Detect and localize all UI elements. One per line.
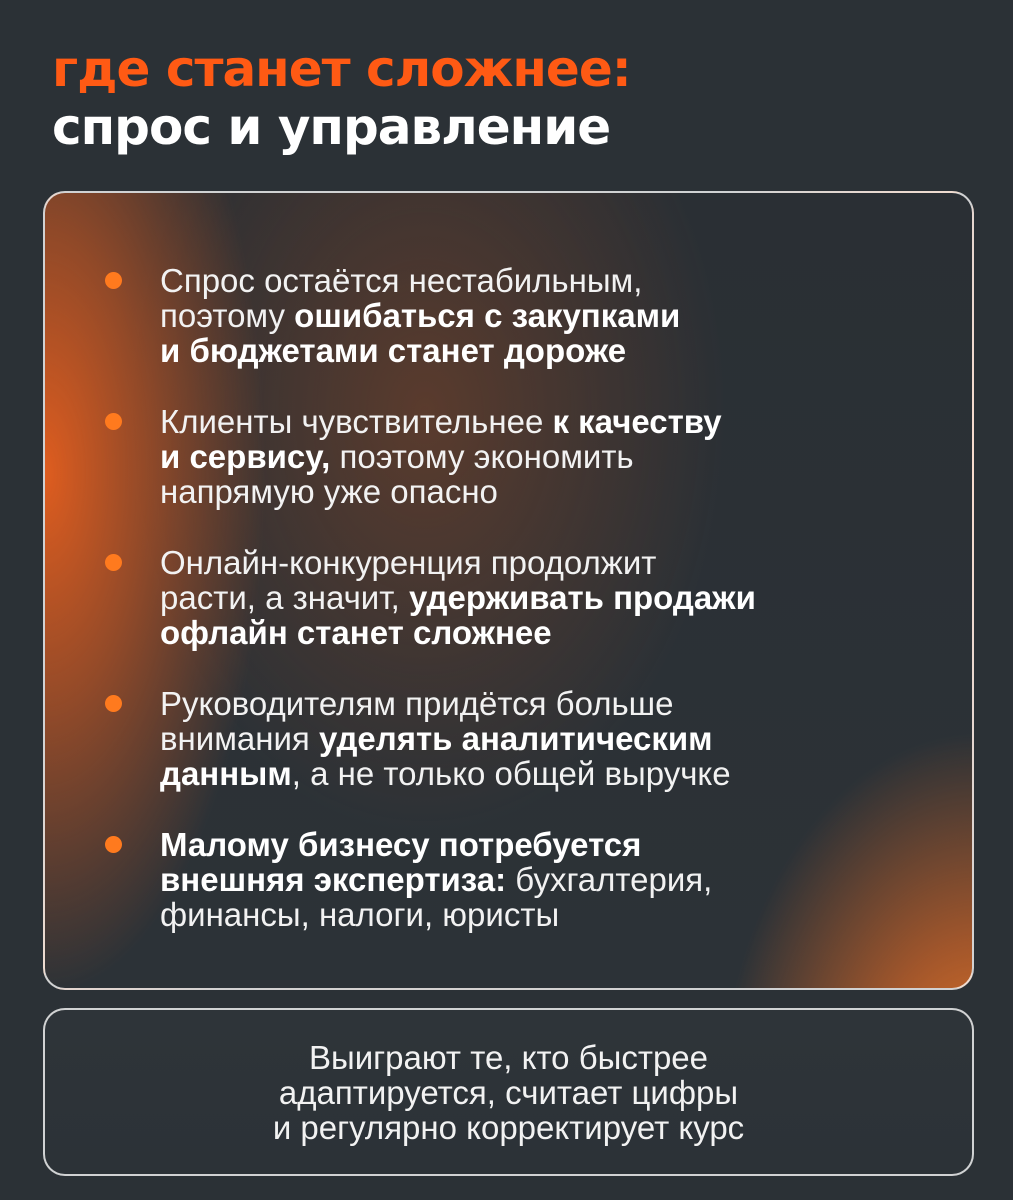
- list-item-line: [160, 580, 880, 615]
- body-text: Спрос остаётся нестабильным,: [160, 262, 643, 299]
- list-item-line: [160, 615, 880, 650]
- emphasis-text: удерживать продажи: [409, 579, 756, 616]
- bullet-dot-icon: [105, 413, 122, 430]
- body-text: внимания: [160, 720, 319, 757]
- list-item-line: [160, 862, 880, 897]
- bullet-dot-icon: [105, 272, 122, 289]
- body-text: расти, а значит,: [160, 579, 410, 616]
- list-item: [160, 686, 880, 791]
- body-text: финансы, налоги, юристы: [160, 896, 560, 933]
- conclusion-line: и регулярно корректирует курс: [272, 1108, 745, 1146]
- list-item: [160, 263, 880, 368]
- bullet-list: [45, 193, 972, 988]
- bullet-dot-icon: [105, 554, 122, 571]
- conclusion-line: адаптируется, считает цифры: [278, 1073, 739, 1111]
- list-item-line: [160, 298, 880, 333]
- list-item-line: [160, 721, 880, 756]
- bullet-dot-icon: [105, 836, 122, 853]
- list-item-line: [160, 756, 880, 791]
- body-text: Клиенты чувствительнее: [160, 403, 553, 440]
- list-item-line: [160, 545, 880, 580]
- list-item-line: [160, 474, 880, 509]
- bullet-dot-icon: [105, 695, 122, 712]
- emphasis-text: уделять аналитическим: [318, 720, 713, 757]
- body-text: бухгалтерия,: [506, 861, 713, 898]
- list-item-line: [160, 333, 880, 368]
- list-item-line: [160, 827, 880, 862]
- body-text: напрямую уже опасно: [160, 473, 498, 510]
- list-item: [160, 827, 880, 932]
- list-item-line: [160, 439, 880, 474]
- body-text: Руководителям придётся больше: [160, 685, 674, 722]
- emphasis-text: и сервису,: [160, 438, 331, 475]
- emphasis-text: данным: [160, 755, 292, 792]
- emphasis-text: Малому бизнесу потребуется: [160, 826, 642, 863]
- conclusion-line: Выиграют те, кто быстрее: [308, 1038, 708, 1076]
- emphasis-text: внешняя экспертиза:: [160, 861, 507, 898]
- body-text: Онлайн-конкуренция продолжит: [160, 544, 657, 581]
- conclusion-text: [273, 1040, 744, 1145]
- title-accent-line: где станет сложнее:: [52, 40, 631, 98]
- body-text: поэтому экономить: [330, 438, 634, 475]
- conclusion-card: [43, 1008, 974, 1176]
- emphasis-text: и бюджетами станет дороже: [160, 332, 627, 369]
- emphasis-text: офлайн станет сложнее: [160, 614, 552, 651]
- page-title: [52, 40, 972, 156]
- title-main-line: спрос и управление: [52, 98, 611, 156]
- points-card: [43, 191, 974, 990]
- body-text: , а не только общей выручке: [291, 755, 731, 792]
- list-item: [160, 545, 880, 650]
- list-item-line: [160, 686, 880, 721]
- list-item-line: [160, 263, 880, 298]
- emphasis-text: к качеству: [552, 403, 722, 440]
- list-item-line: [160, 404, 880, 439]
- list-item: [160, 404, 880, 509]
- body-text: поэтому: [160, 297, 295, 334]
- emphasis-text: ошибаться с закупками: [294, 297, 681, 334]
- list-item-line: [160, 897, 880, 932]
